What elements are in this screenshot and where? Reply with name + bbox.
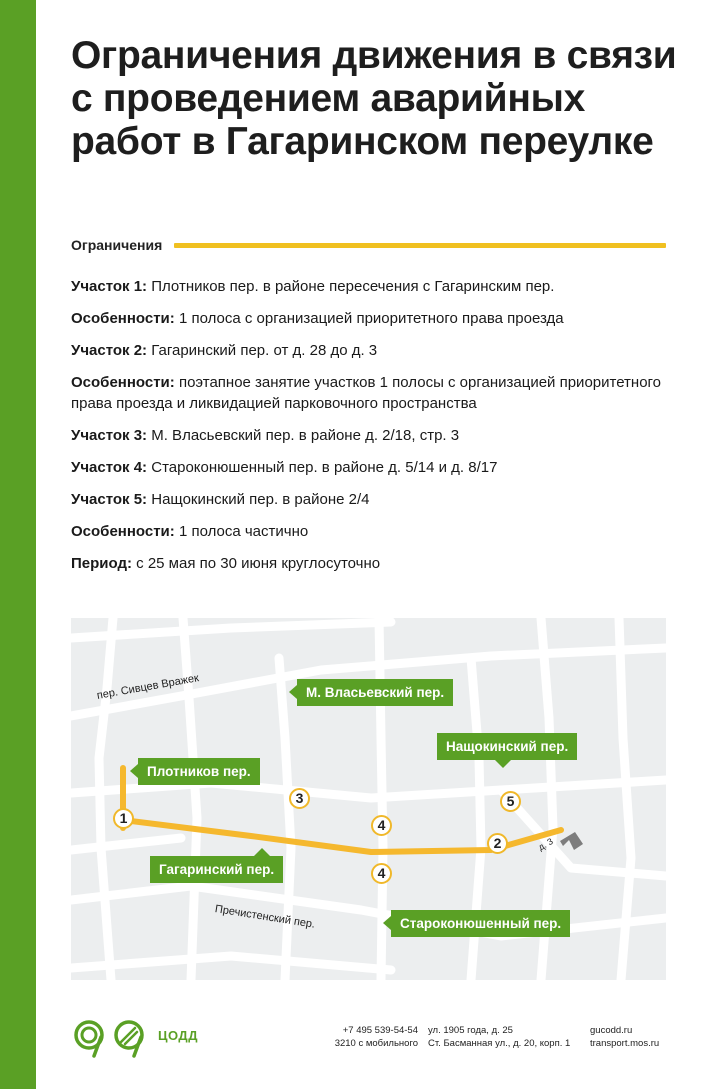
road-vertical [99, 618, 113, 980]
tag-pointer [130, 764, 138, 778]
item-text: с 25 мая по 30 июня круглосуточно [132, 555, 381, 572]
tag-starokonyushenny-text: Староконюшенный пер. [400, 916, 562, 931]
tag-nashchokinsky-text: Нащокинский пер. [446, 739, 569, 754]
section-divider [174, 243, 666, 248]
tag-starokonyushenny [391, 910, 570, 937]
footer-address-2: Ст. Басманная ул., д. 20, корп. 1 [428, 1038, 571, 1049]
footer-phones [322, 1024, 418, 1050]
item-text: Староконюшенный пер. в районе д. 5/14 и д. 8/17 [147, 459, 498, 476]
item-text: поэтапное занятие участков 1 полосы с организацией приоритетного права проезда и ликвидацией парковочного пространства [71, 374, 662, 412]
marker-2: 2 [487, 833, 508, 854]
list-item [71, 553, 681, 574]
tag-pointer [495, 760, 511, 768]
item-label: Участок 4: [71, 459, 148, 476]
marker-4-north: 4 [371, 815, 392, 836]
marker-4-south: 4 [371, 863, 392, 884]
road-north [71, 622, 391, 638]
list-item [71, 340, 681, 361]
tag-vlasevsky [297, 679, 453, 706]
item-label: Период: [71, 555, 132, 572]
logo-text: ЦОДД [158, 1028, 198, 1043]
tag-plotnikov-text: Плотников пер. [147, 764, 251, 779]
map-roads [71, 618, 666, 980]
road-diagonal [501, 790, 666, 876]
list-item [71, 489, 681, 510]
route-map [71, 618, 666, 980]
item-label: Участок 1: [71, 278, 148, 295]
item-label: Особенности: [71, 374, 175, 391]
item-label: Участок 5: [71, 491, 148, 508]
item-text: М. Власьевский пер. в районе д. 2/18, стр. 3 [147, 427, 460, 444]
list-item [71, 308, 681, 329]
marker-1: 1 [113, 808, 134, 829]
item-text: Гагаринский пер. от д. 28 до д. 3 [147, 342, 378, 359]
tag-plotnikov [138, 758, 260, 785]
tag-pointer [254, 848, 270, 856]
tag-nashchokinsky [437, 733, 577, 760]
road-prechistensky [71, 886, 666, 936]
street-label-sivtsev: пер. Сивцев Вражек [95, 672, 200, 702]
road-diagonal [71, 838, 181, 850]
list-item [71, 425, 681, 446]
footer-phone-mobile: 3210 с мобильного [334, 1038, 418, 1049]
footer-addresses [428, 1024, 570, 1050]
footer [0, 1000, 720, 1089]
road-south [71, 956, 391, 970]
footer-site-2[interactable]: transport.mos.ru [590, 1038, 660, 1049]
tag-pointer [289, 685, 297, 699]
item-text: Плотников пер. в районе пересечения с Гагаринским пер. [147, 278, 555, 295]
building-label: д. 3 [536, 836, 555, 853]
footer-phone: +7 495 539-54-54 [342, 1025, 418, 1036]
list-item [71, 521, 681, 542]
list-item [71, 276, 681, 297]
footer-sites [590, 1024, 659, 1050]
road-vertical [279, 658, 291, 980]
item-text: 1 полоса частично [174, 523, 309, 540]
tag-vlasevsky-text: М. Власьевский пер. [306, 685, 445, 700]
side-accent-bar [0, 0, 36, 1089]
footer-site-1[interactable]: gucodd.ru [590, 1025, 633, 1036]
tag-gagarinsky [150, 856, 283, 883]
section-header [71, 236, 666, 254]
codd-logo-icon [71, 1018, 153, 1060]
page-title: Ограничения движения в связи с проведением аварийных работ в Гагаринском переулке [71, 34, 677, 163]
list-item [71, 372, 681, 414]
restrictions-list [71, 276, 681, 585]
street-label-prechistensky: Пречистенский пер. [214, 903, 316, 931]
tag-pointer [383, 916, 391, 930]
marker-3: 3 [289, 788, 310, 809]
section-label: Ограничения [71, 237, 163, 253]
list-item [71, 457, 681, 478]
item-label: Особенности: [71, 310, 175, 327]
footer-address-1: ул. 1905 года, д. 25 [428, 1025, 513, 1036]
marker-5: 5 [500, 791, 521, 812]
tag-gagarinsky-text: Гагаринский пер. [159, 862, 275, 877]
building-d3-shape [560, 832, 583, 850]
item-label: Участок 2: [71, 342, 148, 359]
item-label: Участок 3: [71, 427, 148, 444]
item-text: Нащокинский пер. в районе 2/4 [147, 491, 370, 508]
item-label: Особенности: [71, 523, 175, 540]
item-text: 1 полоса с организацией приоритетного права проезда [174, 310, 564, 327]
